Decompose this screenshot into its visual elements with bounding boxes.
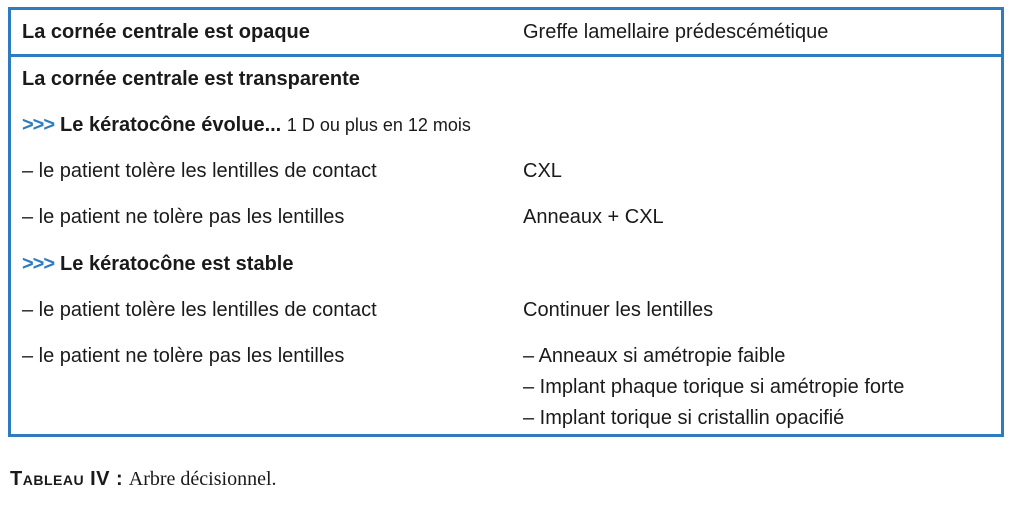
row-treatment: Anneaux + CXL: [523, 206, 664, 228]
stable-section-heading: [22, 249, 293, 279]
chevron-marker-icon: >>>: [22, 253, 55, 275]
header-right-cell: Greffe lamellaire prédescémétique: [523, 21, 829, 43]
row-treatment-list: [523, 341, 904, 434]
row-condition: – le patient ne tolère pas les lentilles: [22, 345, 345, 367]
header-row: [11, 10, 1001, 57]
evolving-section-heading: [22, 110, 471, 140]
row-condition: – le patient tolère les lentilles de contact: [22, 299, 377, 321]
caption-text: Arbre décisionnel.: [128, 468, 277, 490]
treatment-option: – Anneaux si amétropie faible: [523, 345, 786, 367]
transparent-title: La cornée centrale est transparente: [22, 68, 360, 90]
chevron-marker-icon: >>>: [22, 114, 55, 136]
stable-title: Le kératocône est stable: [60, 253, 294, 275]
row-condition: – le patient ne tolère pas les lentilles: [22, 206, 345, 228]
decision-table: [8, 7, 1004, 437]
evolving-detail: 1 D ou plus en 12 mois: [286, 115, 471, 135]
table-caption: [10, 468, 277, 491]
header-left-cell: La cornée centrale est opaque: [22, 21, 310, 43]
evolving-title: Le kératocône évolue...: [60, 114, 282, 136]
row-treatment: CXL: [523, 160, 562, 182]
row-condition: – le patient tolère les lentilles de contact: [22, 160, 377, 182]
treatment-option: – Implant torique si cristallin opacifié: [523, 407, 845, 429]
caption-label: Tableau IV :: [10, 468, 124, 490]
treatment-option: – Implant phaque torique si amétropie forte: [523, 376, 905, 398]
row-treatment: Continuer les lentilles: [523, 299, 714, 321]
